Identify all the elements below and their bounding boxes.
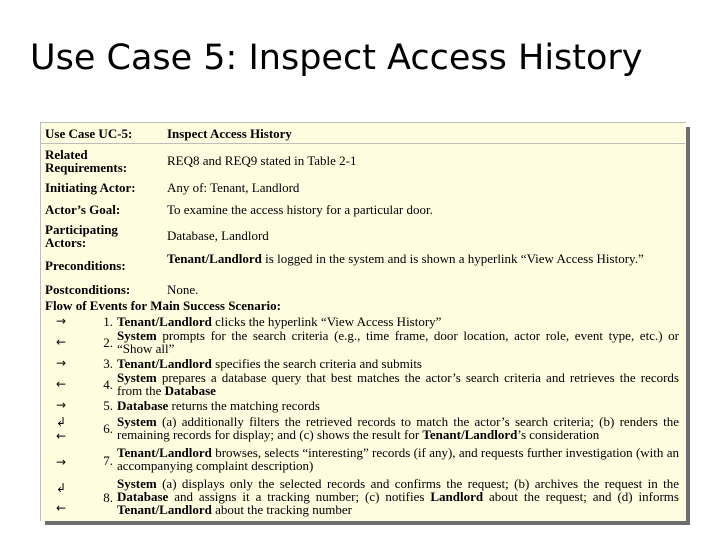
step-text: about the request; and (d) informs xyxy=(483,489,679,504)
participating-label-line1: Participating xyxy=(45,222,118,237)
step-text: and assigns it a tracking number; (c) notifies xyxy=(168,489,431,504)
right-arrow-icon: → xyxy=(55,356,67,370)
step-number: 4. xyxy=(103,377,113,392)
step-actor: Tenant/Landlord xyxy=(117,502,212,517)
related-label-line2: Requirements: xyxy=(45,160,128,175)
slide-title: Use Case 5: Inspect Access History xyxy=(30,38,643,78)
header-divider xyxy=(41,143,685,144)
preconditions-label: Preconditions: xyxy=(45,258,126,273)
actor-goal-value: To examine the access history for a particular door. xyxy=(167,202,433,217)
participating-value: Database, Landlord xyxy=(167,228,269,243)
step-text: clicks the hyperlink “View Access History” xyxy=(211,314,442,329)
step-text: (a) additionally filters the retrieved records to match the actor’s search criteria; (b) renders the remaining records for display; and (c) shows the result for xyxy=(117,414,679,442)
step-actor: Tenant/Landlord xyxy=(117,445,212,460)
participating-label-line2: Actors: xyxy=(45,235,87,250)
step-number: 3. xyxy=(103,356,113,371)
step-text: prepares a database query that best matches the actor’s search criteria and retrieves the records from the xyxy=(117,370,679,398)
related-label-line1: Related xyxy=(45,147,88,162)
flow-step-1 xyxy=(117,315,679,328)
right-arrow-icon: → xyxy=(55,455,67,469)
flow-step-5 xyxy=(117,399,679,412)
step-text: browses, selects “interesting” records (if any), and requests further investigation (with an accompanying complaint description) xyxy=(117,445,679,473)
flow-title: Flow of Events for Main Success Scenario: xyxy=(45,298,281,313)
use-case-name: Inspect Access History xyxy=(167,126,292,141)
precondition-text: is logged in the system and is shown a hyperlink “View Access History.” xyxy=(261,251,644,266)
return-arrow-icon: ↲ xyxy=(55,481,67,495)
left-arrow-icon: ← xyxy=(55,429,67,443)
step-text: (a) displays only the selected records and confirms the request; (b) archives the request in the xyxy=(156,476,679,491)
step-actor: Tenant/Landlord xyxy=(117,314,212,329)
step-actor: System xyxy=(117,414,157,429)
step-actor: Tenant/Landlord xyxy=(117,356,212,371)
step-text: specifies the search criteria and submits xyxy=(211,356,422,371)
right-arrow-icon: → xyxy=(55,398,67,412)
step-number: 8. xyxy=(103,490,113,505)
left-arrow-icon: ← xyxy=(55,377,67,391)
step-text: about the tracking number xyxy=(211,502,352,517)
flow-step-3 xyxy=(117,357,679,370)
step-actor: Landlord xyxy=(430,489,484,504)
step-actor: Database xyxy=(164,383,216,398)
postconditions-label: Postconditions: xyxy=(45,282,131,297)
preconditions-value xyxy=(167,252,679,265)
initiating-actor-label: Initiating Actor: xyxy=(45,180,136,195)
step-actor: System xyxy=(117,370,157,385)
step-actor: Database xyxy=(117,398,169,413)
return-arrow-icon: ↲ xyxy=(55,415,67,429)
precondition-actor: Tenant/Landlord xyxy=(167,251,262,266)
step-text: returns the matching records xyxy=(168,398,320,413)
left-arrow-icon: ← xyxy=(55,501,67,515)
use-case-id: Use Case UC-5: xyxy=(45,126,133,141)
right-arrow-icon: → xyxy=(55,314,67,328)
step-number: 7. xyxy=(103,453,113,468)
step-number: 5. xyxy=(103,398,113,413)
step-number: 1. xyxy=(103,314,113,329)
flow-step-7 xyxy=(117,446,679,472)
step-text: prompts for the search criteria (e.g., time frame, door location, actor role, event type, etc.) or “Show all” xyxy=(117,328,679,356)
flow-step-8 xyxy=(117,477,679,516)
step-actor: Tenant/Landlord xyxy=(422,427,518,442)
related-value: REQ8 and REQ9 stated in Table 2-1 xyxy=(167,153,357,168)
step-actor: System xyxy=(117,328,157,343)
left-arrow-icon: ← xyxy=(55,335,67,349)
step-number: 2. xyxy=(103,335,113,350)
initiating-actor-value: Any of: Tenant, Landlord xyxy=(167,180,300,195)
flow-step-4 xyxy=(117,371,679,397)
flow-step-2 xyxy=(117,329,679,355)
step-text: ’s consideration xyxy=(517,427,600,442)
postconditions-value: None. xyxy=(167,282,199,297)
step-actor: System xyxy=(117,476,157,491)
actor-goal-label: Actor’s Goal: xyxy=(45,202,121,217)
step-actor: Database xyxy=(117,489,169,504)
flow-step-6 xyxy=(117,415,679,441)
step-number: 6. xyxy=(103,421,113,436)
